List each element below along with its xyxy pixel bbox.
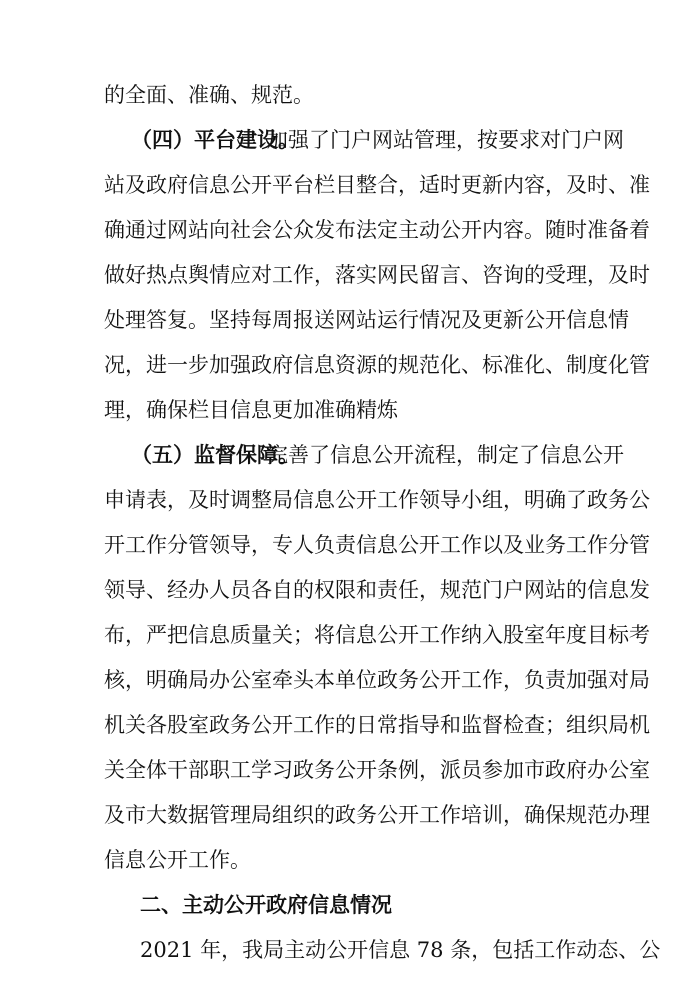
body-text-line [0,167,700,203]
body-text-line [0,797,700,833]
body-text-line [0,212,700,248]
body-text-line [0,842,700,878]
body-text-line [0,707,700,743]
section-heading-5: （五）监督保障。 [131,442,299,467]
body-text-line [0,752,700,788]
line-text: 申请表，及时调整局信息公开工作领导小组，明确了政务公 [104,488,650,512]
line-text: 完善了信息公开流程，制定了信息公开 [267,443,624,467]
body-text-line [0,302,700,338]
section-heading-line [0,887,700,923]
line-text: 核，明确局办公室牵头本单位政务公开工作，负责加强对局 [104,668,650,692]
body-text-line [0,662,700,698]
line-text: 领导、经办人员各自的权限和责任，规范门户网站的信息发 [104,578,650,602]
body-text-line [0,482,700,518]
body-text-line [0,527,700,563]
line-text: 信息公开工作。 [104,848,251,872]
body-text-line [0,392,700,428]
section-heading-2: 二、主动公开政府信息情况 [140,892,392,917]
body-text-line [0,257,700,293]
line-text: 况，进一步加强政府信息资源的规范化、标准化、制度化管 [104,353,650,377]
line-text: 站及政府信息公开平台栏目整合，适时更新内容，及时、准 [104,173,650,197]
line-text: 关全体干部职工学习政务公开条例，派员参加市政府办公室 [104,758,650,782]
line-text: 的全面、准确、规范。 [104,83,314,107]
body-text-line [0,347,700,383]
body-text-line [0,932,700,968]
line-text: 理，确保栏目信息更加准确精炼 [104,398,398,422]
line-text: 机关各股室政务公开工作的日常指导和监督检查；组织局机 [104,713,650,737]
line-text: 及市大数据管理局组织的政务公开工作培训，确保规范办理 [104,803,650,827]
body-text-line [0,77,700,113]
line-text: 确通过网站向社会公众发布法定主动公开内容。随时准备着 [104,218,650,242]
body-text-line [0,617,700,653]
section-heading-line [0,122,700,158]
line-text: 开工作分管领导，专人负责信息公开工作以及业务工作分管 [104,533,650,557]
line-text: 加强了门户网站管理，按要求对门户网 [267,128,624,152]
line-text: 2021 年，我局主动公开信息 78 条，包括工作动态、公 [140,938,661,962]
line-text: 布，严把信息质量关；将信息公开工作纳入股室年度目标考 [104,623,650,647]
line-text: 做好热点舆情应对工作，落实网民留言、咨询的受理，及时 [104,263,650,287]
body-text-line [0,572,700,608]
section-heading-line [0,437,700,473]
section-heading-4: （四）平台建设。 [131,127,299,152]
line-text: 处理答复。坚持每周报送网站运行情况及更新公开信息情 [104,308,629,332]
